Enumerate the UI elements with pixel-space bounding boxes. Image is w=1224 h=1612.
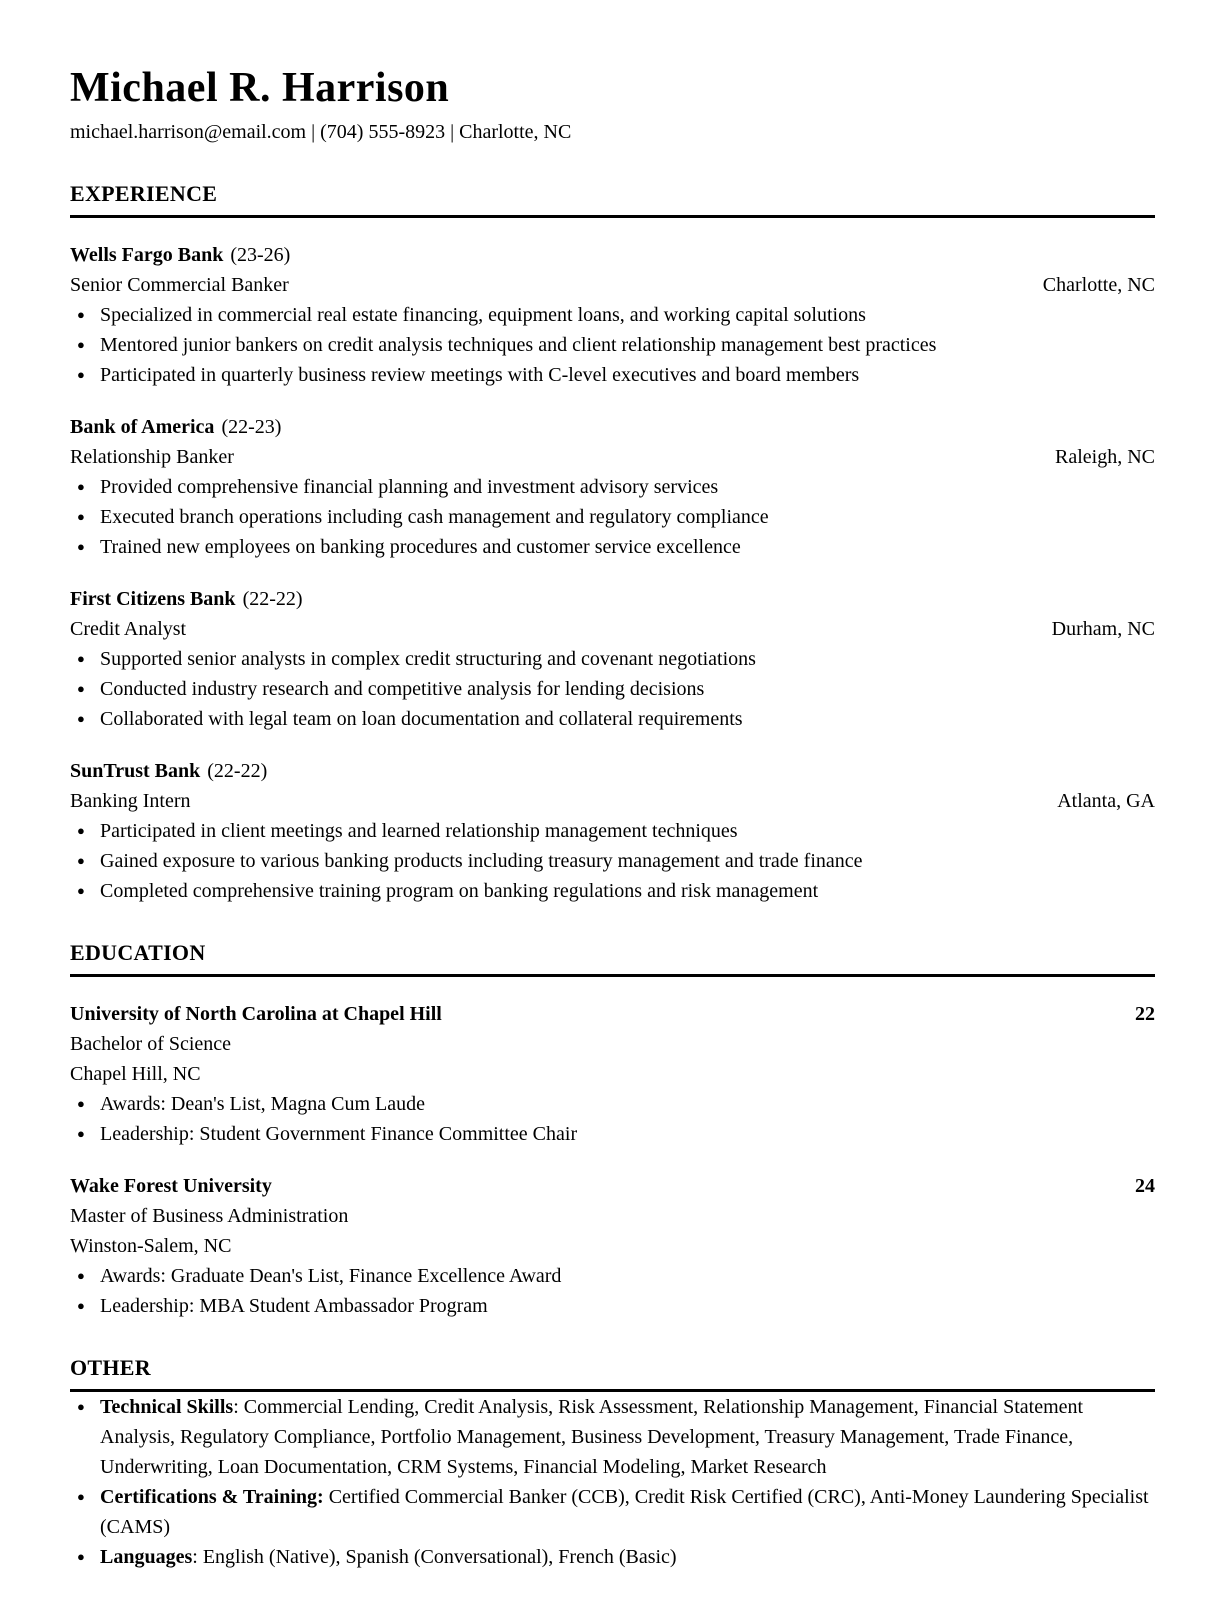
other-item-label: Technical Skills xyxy=(100,1396,234,1419)
bullet-text: Leadership: MBA Student Ambassador Program xyxy=(100,1295,488,1318)
school-entry xyxy=(70,999,1155,1149)
company-name: First Citizens Bank xyxy=(70,588,236,611)
role-line xyxy=(70,270,1155,300)
other-item-text: English (Native), Spanish (Conversational), French (Basic) xyxy=(202,1546,677,1569)
school-location: Chapel Hill, NC xyxy=(70,1063,201,1086)
company-line xyxy=(70,412,1155,442)
section-other xyxy=(70,1351,1155,1572)
role-line xyxy=(70,786,1155,816)
bullet-item xyxy=(70,876,1155,906)
bullet-text: Specialized in commercial real estate financing, equipment loans, and working capital solutions xyxy=(100,304,866,327)
bullet-text: Awards: Dean's List, Magna Cum Laude xyxy=(100,1093,426,1116)
job-dates: (23-26) xyxy=(230,244,291,267)
bullet-text: Collaborated with legal team on loan documentation and collateral requirements xyxy=(100,708,743,731)
bullet-item xyxy=(70,300,1155,330)
bullet-item xyxy=(70,846,1155,876)
bullet-item xyxy=(70,472,1155,502)
bullet-text: Completed comprehensive training program on banking regulations and risk management xyxy=(100,880,819,903)
role-line xyxy=(70,614,1155,644)
job-role: Credit Analyst xyxy=(70,618,187,641)
bullet-text: Mentored junior bankers on credit analysis techniques and client relationship management best practices xyxy=(100,334,937,357)
job-bullets xyxy=(70,472,1155,562)
job-entry xyxy=(70,412,1155,562)
bullet-item xyxy=(70,1291,1155,1321)
other-list xyxy=(70,1392,1155,1572)
job-entry xyxy=(70,240,1155,390)
resume-header xyxy=(70,64,1155,147)
other-item-text: Certified Commercial Banker (CCB), Credit Risk Certified (CRC), Anti-Money Laundering Specialist (CAMS) xyxy=(100,1486,1149,1539)
job-bullets xyxy=(70,816,1155,906)
job-bullets xyxy=(70,644,1155,734)
company-name: Wells Fargo Bank xyxy=(70,244,224,267)
section-title-education: EDUCATION xyxy=(70,936,1155,977)
role-line xyxy=(70,442,1155,472)
bullet-item xyxy=(70,816,1155,846)
other-item xyxy=(70,1482,1155,1542)
job-entry xyxy=(70,756,1155,906)
bullet-item xyxy=(70,704,1155,734)
bullet-item xyxy=(70,1119,1155,1149)
school-bullets xyxy=(70,1261,1155,1321)
bullet-text: Trained new employees on banking procedures and customer service excellence xyxy=(100,536,741,559)
school-entry xyxy=(70,1171,1155,1321)
company-name: SunTrust Bank xyxy=(70,760,201,783)
contact-line: michael.harrison@email.com | (704) 555-8923 | Charlotte, NC xyxy=(70,121,572,144)
bullet-text: Leadership: Student Government Finance Committee Chair xyxy=(100,1123,578,1146)
job-entry xyxy=(70,584,1155,734)
person-name: Michael R. Harrison xyxy=(70,65,450,111)
school-line xyxy=(70,1171,1155,1201)
bullet-item xyxy=(70,330,1155,360)
bullet-text: Conducted industry research and competitive analysis for lending decisions xyxy=(100,678,705,701)
job-dates: (22-23) xyxy=(221,416,282,439)
job-role: Relationship Banker xyxy=(70,446,234,469)
bullet-text: Supported senior analysts in complex credit structuring and covenant negotiations xyxy=(100,648,756,671)
graduation-year: 22 xyxy=(1135,1003,1155,1026)
job-location: Atlanta, GA xyxy=(1057,790,1155,813)
job-location: Charlotte, NC xyxy=(1042,274,1155,297)
bullet-text: Participated in client meetings and learned relationship management techniques xyxy=(100,820,738,843)
section-education xyxy=(70,936,1155,1321)
degree-line: Master of Business Administration xyxy=(70,1205,349,1228)
section-experience xyxy=(70,177,1155,906)
bullet-text: Executed branch operations including cash management and regulatory compliance xyxy=(100,506,769,529)
school-line xyxy=(70,999,1155,1029)
school-name: University of North Carolina at Chapel Hill xyxy=(70,1003,442,1026)
job-role: Banking Intern xyxy=(70,790,191,813)
bullet-item xyxy=(70,674,1155,704)
other-item-separator: : xyxy=(192,1546,203,1569)
job-role: Senior Commercial Banker xyxy=(70,274,289,297)
school-name: Wake Forest University xyxy=(70,1175,272,1198)
job-location: Durham, NC xyxy=(1051,618,1155,641)
bullet-item xyxy=(70,502,1155,532)
job-dates: (22-22) xyxy=(242,588,303,611)
job-bullets xyxy=(70,300,1155,390)
company-line xyxy=(70,756,1155,786)
bullet-item xyxy=(70,1089,1155,1119)
section-title-other: OTHER xyxy=(70,1351,1155,1392)
school-bullets xyxy=(70,1089,1155,1149)
company-name: Bank of America xyxy=(70,416,215,439)
bullet-text: Awards: Graduate Dean's List, Finance Excellence Award xyxy=(100,1265,562,1288)
other-item-text: Commercial Lending, Credit Analysis, Risk Assessment, Relationship Management, Financial Statement Analysis, Regulatory Compliance, Portfolio Management, Business Development, Treasury Management, Trade Finance, Underwriting, Loan Documentation, CRM Systems, Financial Modeling, Market Research xyxy=(100,1396,1084,1479)
company-line xyxy=(70,584,1155,614)
degree-line: Bachelor of Science xyxy=(70,1033,232,1056)
other-item-label: Languages xyxy=(100,1546,193,1569)
bullet-text: Gained exposure to various banking products including treasury management and trade finance xyxy=(100,850,863,873)
other-item-label: Certifications & Training: xyxy=(100,1486,324,1509)
bullet-item xyxy=(70,360,1155,390)
bullet-text: Participated in quarterly business review meetings with C-level executives and board members xyxy=(100,364,860,387)
job-dates: (22-22) xyxy=(207,760,268,783)
job-location: Raleigh, NC xyxy=(1055,446,1155,469)
bullet-text: Provided comprehensive financial planning and investment advisory services xyxy=(100,476,719,499)
other-item-separator: : xyxy=(233,1396,244,1419)
bullet-item xyxy=(70,1261,1155,1291)
graduation-year: 24 xyxy=(1135,1175,1155,1198)
company-line xyxy=(70,240,1155,270)
other-item xyxy=(70,1542,1155,1572)
other-item xyxy=(70,1392,1155,1482)
bullet-item xyxy=(70,644,1155,674)
school-location: Winston-Salem, NC xyxy=(70,1235,232,1258)
bullet-item xyxy=(70,532,1155,562)
section-title-experience: EXPERIENCE xyxy=(70,177,1155,218)
